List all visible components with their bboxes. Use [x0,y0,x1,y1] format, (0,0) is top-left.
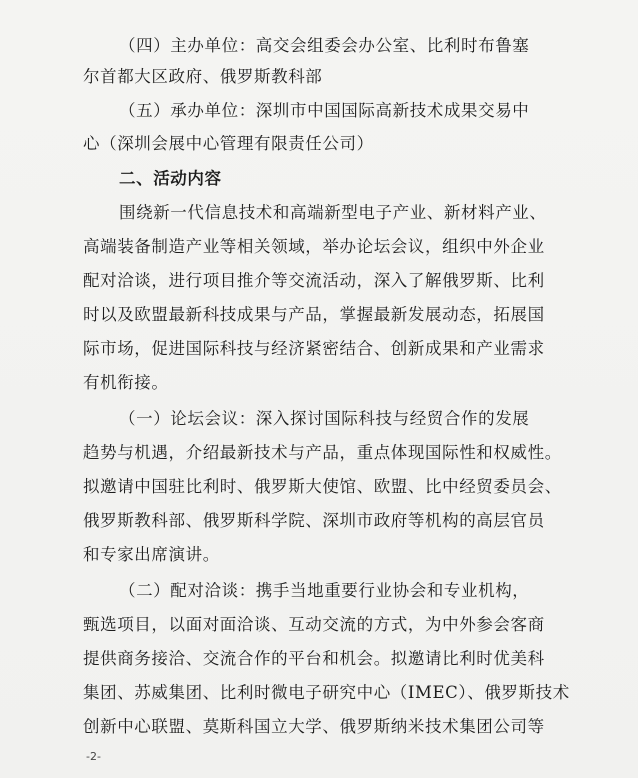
text-line-10: 际市场，促进国际科技与经济紧密结合、创新成果和产业需求 [83,339,545,358]
text-line-1: （四）主办单位：高交会组委会办公室、比利时布鲁塞 [119,36,530,55]
text-line-12: （一）论坛会议：深入探讨国际科技与经贸合作的发展 [119,409,530,428]
text-line-11: 有机衔接。 [83,373,169,392]
text-line-7: 高端装备制造产业等相关领域，举办论坛会议，组织中外企业 [83,237,545,256]
text-line-16: 和专家出席演讲。 [83,545,220,564]
text-line-3: （五）承办单位：深圳市中国国际高新技术成果交易中 [119,101,530,120]
text-line-8: 配对洽谈，进行项目推介等交流活动，深入了解俄罗斯、比利 [83,271,545,290]
text-line-6: 围绕新一代信息技术和高端新型电子产业、新材料产业、 [119,203,547,222]
text-line-2: 尔首都大区政府、俄罗斯教科部 [83,67,323,86]
text-line-20: 集团、苏威集团、比利时微电子研究中心（IMEC）、俄罗斯技术 [83,683,570,702]
text-line-14: 拟邀请中国驻比利时、俄罗斯大使馆、欧盟、比中经贸委员会、 [83,477,562,496]
section-heading: 二、活动内容 [119,169,222,188]
text-line-18: 甄选项目，以面对面洽谈、互动交流的方式，为中外参会客商 [83,615,545,634]
text-line-15: 俄罗斯教科部、俄罗斯科学院、深圳市政府等机构的高层官员 [83,511,545,530]
text-line-13: 趋势与机遇，介绍最新技术与产品，重点体现国际性和权威性。 [83,443,562,462]
page-number: -2- [86,750,101,763]
text-line-19: 提供商务接洽、交流合作的平台和机会。拟邀请比利时优美科 [83,649,545,668]
text-line-9: 时以及欧盟最新科技成果与产品，掌握最新发展动态，拓展国 [83,305,545,324]
text-line-4: 心（深圳会展中心管理有限责任公司） [83,134,374,153]
text-line-21: 创新中心联盟、莫斯科国立大学、俄罗斯纳米技术集团公司等 [83,717,545,736]
text-line-17: （二）配对洽谈：携手当地重要行业协会和专业机构， [119,581,530,600]
